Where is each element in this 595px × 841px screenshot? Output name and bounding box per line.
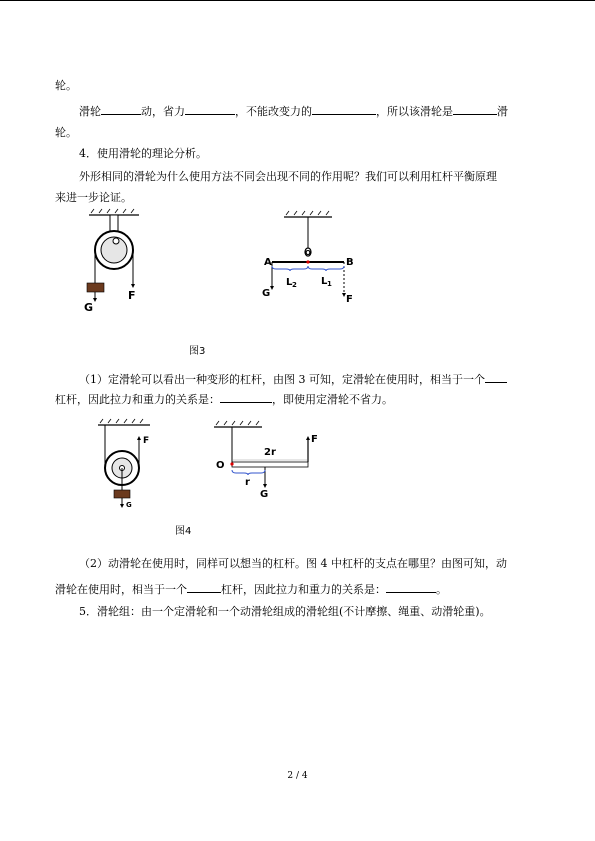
page-top-border bbox=[0, 0, 595, 1]
question-1-line-1 bbox=[79, 370, 569, 388]
fill-blank[interactable] bbox=[453, 102, 497, 115]
label-G: G bbox=[262, 288, 271, 299]
fill-blank[interactable] bbox=[485, 370, 507, 383]
label-F: F bbox=[143, 436, 150, 446]
section-5-heading: 5．滑轮组：由一个定滑轮和一个动滑轮组成的滑轮组(不计摩擦、绳重、动滑轮重)。 bbox=[79, 605, 491, 618]
text-fragment: 滑轮在使用时，相当于一个 bbox=[55, 583, 187, 596]
fig4-movable-pulley-diagram bbox=[92, 418, 162, 513]
label-L1: L bbox=[321, 276, 328, 287]
label-O: O bbox=[216, 460, 225, 471]
label-r: r bbox=[245, 477, 250, 488]
label-B: B bbox=[346, 257, 354, 268]
label-L2: L bbox=[286, 277, 293, 288]
text-fragment: ，所以该滑轮是 bbox=[376, 105, 453, 118]
text-fragment: 滑 bbox=[497, 105, 508, 118]
figure-3-caption: 图3 bbox=[189, 346, 206, 357]
label-L2-sub: 2 bbox=[292, 281, 297, 289]
text-fragment: 。 bbox=[436, 583, 447, 596]
fill-blank[interactable] bbox=[386, 580, 436, 593]
label-G: G bbox=[260, 489, 269, 500]
text-fragment: ，不能改变力的 bbox=[235, 105, 312, 118]
fill-blank[interactable] bbox=[312, 102, 376, 115]
question-1-line-2 bbox=[55, 390, 545, 408]
figure-4-caption: 图4 bbox=[175, 526, 192, 537]
fill-blank[interactable] bbox=[101, 102, 141, 115]
fill-blank[interactable] bbox=[185, 102, 235, 115]
label-2r: 2r bbox=[264, 447, 276, 458]
label-O: O bbox=[305, 249, 311, 257]
label-F: F bbox=[346, 294, 353, 305]
text-fragment: （1）定滑轮可以看出一种变形的杠杆，由图 3 可知，定滑轮在使用时，相当于一个 bbox=[79, 373, 485, 386]
question-2-line-2 bbox=[55, 580, 545, 598]
fill-blank[interactable] bbox=[220, 390, 272, 403]
question-2-line-1: （2）动滑轮在使用时，同样可以想当的杠杆。图 4 中杠杆的支点在哪里？由图可知，动 bbox=[79, 557, 507, 570]
label-L1-sub: 1 bbox=[327, 280, 332, 288]
text-fragment: 滑轮 bbox=[79, 105, 101, 118]
text-fragment: 杠杆，因此拉力和重力的关系是： bbox=[55, 393, 220, 406]
section-4-heading: 4．使用滑轮的理论分析。 bbox=[79, 147, 207, 160]
intro-line-1: 外形相同的滑轮为什么使用方法不同会出现不同的作用呢？我们可以利用杠杆平衡原理 bbox=[79, 170, 497, 183]
fig3-lever-diagram bbox=[258, 208, 368, 308]
fig4-lever-diagram bbox=[212, 418, 332, 503]
label-G: G bbox=[84, 301, 94, 314]
page-number: 2 / 4 bbox=[287, 771, 308, 781]
fill-blank[interactable] bbox=[187, 580, 221, 593]
text-line-1: 轮。 bbox=[55, 79, 77, 92]
text-line-3: 轮。 bbox=[55, 126, 77, 139]
label-G: G bbox=[126, 501, 132, 509]
fig3-fixed-pulley-diagram bbox=[75, 208, 155, 318]
label-F: F bbox=[128, 289, 136, 302]
label-A: A bbox=[264, 257, 272, 268]
text-fragment: 动，省力 bbox=[141, 105, 185, 118]
text-fragment: ，即使用定滑轮不省力。 bbox=[272, 393, 393, 406]
text-fragment: 杠杆，因此拉力和重力的关系是： bbox=[221, 583, 386, 596]
label-F: F bbox=[311, 434, 318, 445]
text-line-2 bbox=[79, 102, 569, 120]
intro-line-2: 来进一步论证。 bbox=[55, 191, 132, 204]
